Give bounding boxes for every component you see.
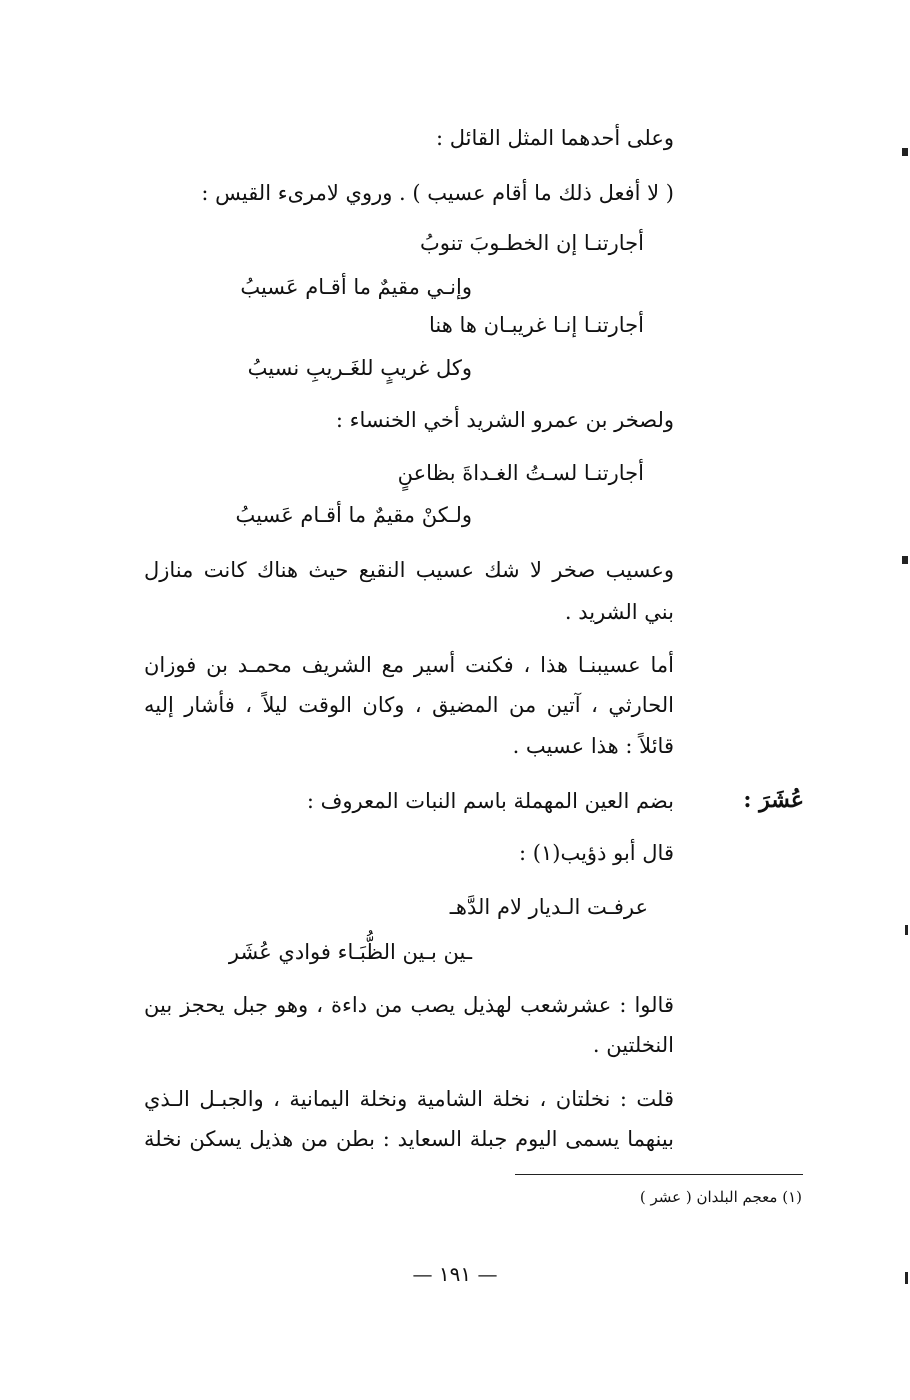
- proverb-line: ( لا أفعل ذلك ما أقام عسيب ) . وروي لامرىء القيس :: [201, 181, 674, 205]
- paragraph-line: الحارثي ، آتين من المضيق ، وكان الوقت ليلاً ، فأشار إليه: [144, 693, 674, 717]
- paragraph-line: أما عسيبنـا هذا ، فكنت أسير مع الشريف محمـد بن فوزان: [144, 653, 674, 677]
- scan-mark: [905, 1272, 908, 1284]
- verse-line: ولـكنْ مقيمٌ ما أقـام عَسيبُ: [235, 503, 472, 527]
- intro-line: وعلى أحدهما المثل القائل :: [436, 126, 674, 150]
- entry-definition: بضم العين المهملة باسم النبات المعروف :: [306, 789, 674, 813]
- paragraph-line: بني الشريد .: [564, 600, 674, 624]
- verse-line: أجارتنـا لسـتُ الغـداةَ بظاعنٍ: [397, 461, 644, 485]
- paragraph-line: قالوا : عشرشعب لهذيل يصب من داءة ، وهو جبل يحجز بين: [144, 993, 674, 1017]
- footnote: (١) معجم البلدان ( عشر ): [639, 1188, 802, 1206]
- paragraph-line: النخلتين .: [592, 1033, 674, 1057]
- sakhr-intro-line: ولصخر بن عمرو الشريد أخي الخنساء :: [335, 408, 674, 432]
- entry-term: عُشَرَ :: [743, 787, 804, 813]
- verse-line: ـين بـين الظُّبَـاء فوادي عُشَر: [228, 940, 472, 964]
- paragraph-line: قلت : نخلتان ، نخلة الشامية ونخلة اليمانية ، والجبـل الـذي: [144, 1087, 674, 1111]
- paragraph-line: وعسيب صخر لا شك عسيب النقيع حيث هناك كانت منازل: [144, 558, 674, 582]
- scan-mark: [902, 556, 908, 564]
- citation-line: قال أبو ذؤيب(١) :: [519, 841, 674, 865]
- footnote-divider: [515, 1174, 803, 1175]
- paragraph-line: بينهما يسمى اليوم جبلة السعايد : بطن من هذيل يسكن نخلة: [144, 1127, 674, 1151]
- verse-line: أجارتنـا إنـا غريبـان ها هنا: [428, 313, 644, 337]
- scan-mark: [905, 925, 908, 935]
- verse-line: عرفـت الـديار لام الدَّهـ: [449, 895, 648, 919]
- scan-mark: [902, 148, 908, 156]
- paragraph-line: قائلاً : هذا عسيب .: [512, 734, 674, 758]
- page-number: — ١٩١ —: [412, 1262, 498, 1286]
- verse-line: وكل غريبٍ للغَـريبِ نسيبُ: [247, 356, 472, 380]
- verse-line: أجارتنـا إن الخطـوبَ تنوبُ: [420, 231, 644, 255]
- verse-line: وإنـي مقيمٌ ما أقـام عَسيبُ: [240, 275, 472, 299]
